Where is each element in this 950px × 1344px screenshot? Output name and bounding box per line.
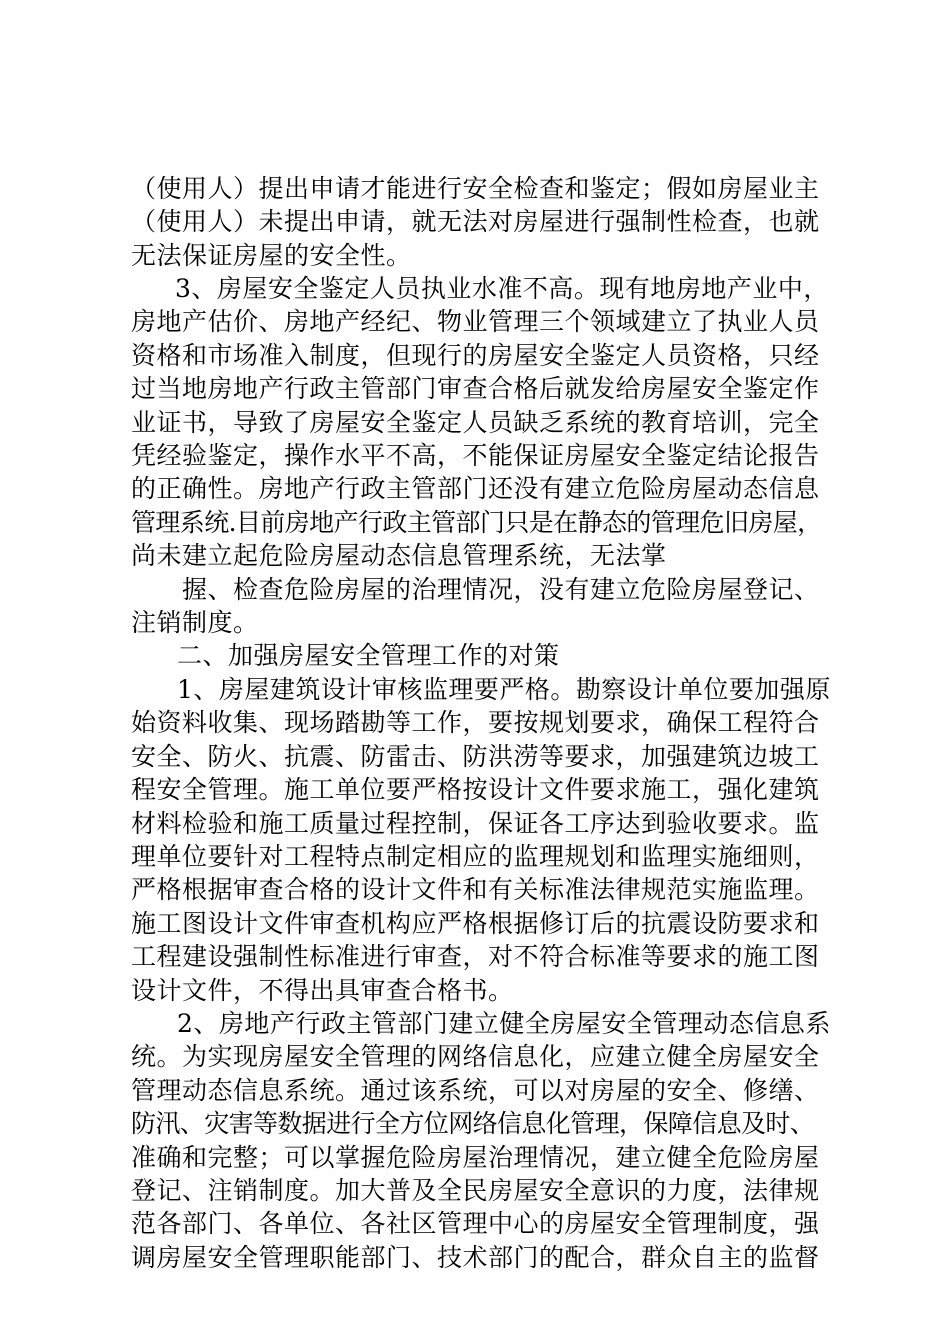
text-line: （使用人）提出申请才能进行安全检查和鉴定；假如房屋业主 bbox=[131, 174, 820, 203]
text-line: 防汛、灾害等数据进行全方位网络信息化管理，保障信息及时、 bbox=[131, 1109, 815, 1138]
text-line: 资格和市场准入制度，但现行的房屋安全鉴定人员资格，只经 bbox=[131, 341, 820, 370]
text-line: 理单位要针对工程特点制定相应的监理规划和监理实施细则， bbox=[131, 842, 820, 871]
text-line: 严格根据审查合格的设计文件和有关标准法律规范实施监理。 bbox=[131, 875, 820, 904]
text-line: 登记、注销制度。加大普及全民房屋安全意识的力度，法律规 bbox=[131, 1176, 820, 1205]
text-line: 施工图设计文件审查机构应严格根据修订后的抗震设防要求和 bbox=[131, 909, 820, 938]
text-line: 材料检验和施工质量过程控制，保证各工序达到验收要求。监 bbox=[131, 809, 820, 838]
text-line: 业证书，导致了房屋安全鉴定人员缺乏系统的教育培训，完全 bbox=[131, 408, 820, 437]
text-line: 注销制度。 bbox=[131, 608, 259, 637]
text-line: 范各部门、各单位、各社区管理中心的房屋安全管理制度，强 bbox=[131, 1209, 820, 1238]
text-line: 尚未建立起危险房屋动态信息管理系统，无法掌 bbox=[131, 541, 667, 570]
text-line: 安全、防火、抗震、防雷击、防洪涝等要求，加强建筑边坡工 bbox=[131, 742, 820, 771]
text-line: 过当地房地产行政主管部门审查合格后就发给房屋安全鉴定作 bbox=[131, 374, 820, 403]
text-line: 工程建设强制性标准进行审查，对不符合标准等要求的施工图 bbox=[131, 942, 820, 971]
text-line: 准确和完整；可以掌握危险房屋治理情况，建立健全危险房屋 bbox=[131, 1143, 820, 1172]
text-line: 管理系统.目前房地产行政主管部门只是在静态的管理危旧房屋， bbox=[131, 508, 822, 537]
text-line: 统。为实现房屋安全管理的网络信息化，应建立健全房屋安全 bbox=[131, 1042, 820, 1071]
text-line: 凭经验鉴定，操作水平不高，不能保证房屋安全鉴定结论报告 bbox=[131, 441, 820, 470]
text-line: 的正确性。房地产行政主管部门还没有建立危险房屋动态信息 bbox=[131, 474, 820, 503]
text-line: 程安全管理。施工单位要严格按设计文件要求施工，强化建筑 bbox=[131, 775, 820, 804]
text-line: 握、检查危险房屋的治理情况，没有建立危险房屋登记、 bbox=[182, 575, 820, 604]
text-line: （使用人）未提出申请，就无法对房屋进行强制性检查，也就 bbox=[131, 207, 820, 236]
text-line: 始资料收集、现场踏勘等工作，要按规划要求，确保工程符合 bbox=[131, 708, 820, 737]
text-line: 调房屋安全管理职能部门、技术部门的配合，群众自主的监督 bbox=[131, 1243, 820, 1272]
text-line: 房地产估价、房地产经纪、物业管理三个领域建立了执业人员 bbox=[131, 307, 820, 336]
text-line: 管理动态信息系统。通过该系统，可以对房屋的安全、修缮、 bbox=[131, 1076, 820, 1105]
text-line: 3、房屋安全鉴定人员执业水准不高。现有地房地产业中， bbox=[175, 274, 829, 303]
text-line: 设计文件，不得出具审查合格书。 bbox=[131, 976, 514, 1005]
section-heading: 二、加强房屋安全管理工作的对策 bbox=[177, 641, 560, 670]
text-line: 2、房地产行政主管部门建立健全房屋安全管理动态信息系 bbox=[177, 1009, 831, 1038]
text-line: 1、房屋建筑设计审核监理要严格。勘察设计单位要加强原 bbox=[177, 675, 831, 704]
text-line: 无法保证房屋的安全性。 bbox=[131, 241, 412, 270]
